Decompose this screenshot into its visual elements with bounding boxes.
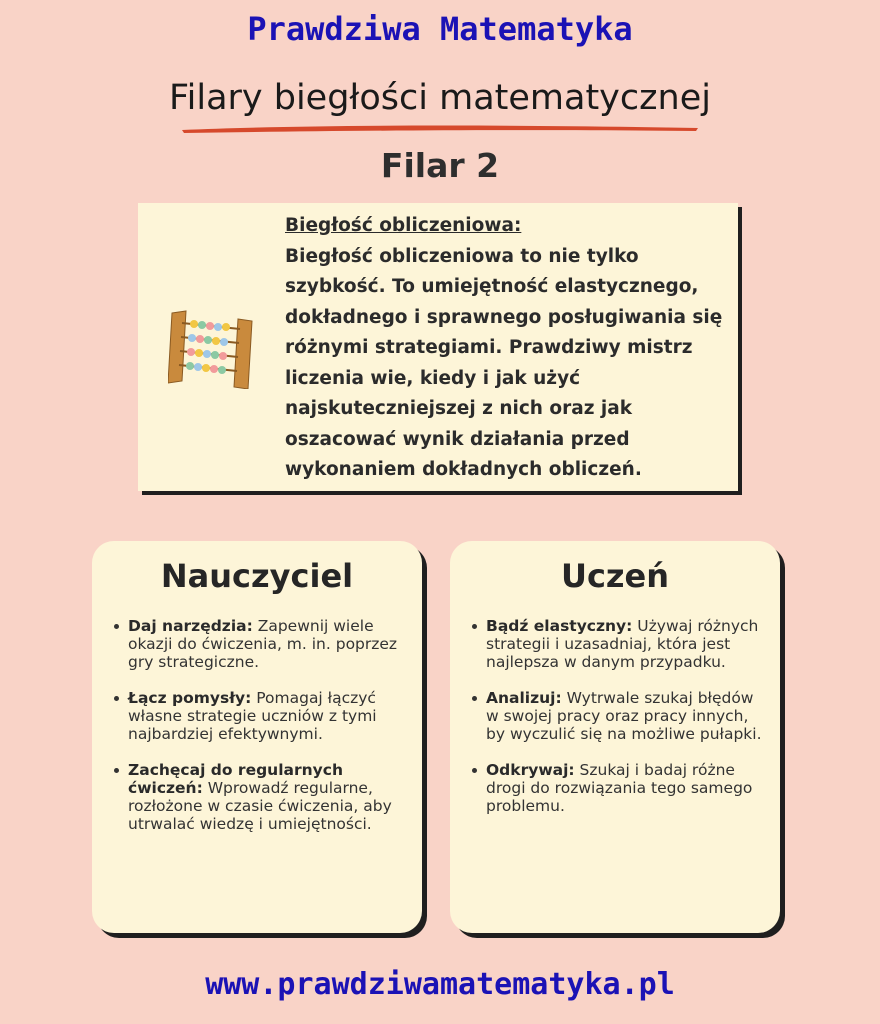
list-item-label: Bądź elastyczny: (486, 617, 633, 635)
page-title: Filary biegłości matematycznej (169, 78, 711, 118)
brand-title: Prawdziwa Matematyka (247, 10, 633, 48)
list-item-label: Odkrywaj: (486, 761, 575, 779)
list-item (128, 761, 410, 833)
pillar-heading: Filar 2 (380, 146, 500, 185)
list-item (128, 689, 410, 743)
website-link[interactable]: www.prawdziwamatematyka.pl (205, 967, 675, 1002)
abacus-icon (168, 309, 254, 389)
definition-body: Biegłość obliczeniowa to nie tylko szybkość. To umiejętność elastycznego, dokładnego i sprawnego posługiwania się różnymi strategiami. Prawdziwy mistrz liczenia wie, kiedy i jak użyć najskuteczniejszej z nich oraz jak oszacować wynik działania przed wykonaniem dokładnych obliczeń. (285, 245, 723, 480)
student-list (450, 617, 780, 833)
list-item-label: Analizuj: (486, 689, 562, 707)
list-item-text: Zapewnij wiele okazji do ćwiczenia, m. in. poprzez gry strategiczne. (128, 617, 398, 671)
student-card-title: Uczeń (560, 557, 670, 595)
list-item-text: Szukaj i badaj różne drogi do rozwiązania tego samego problemu. (486, 761, 753, 815)
list-item-text: Wprowadź regularne, rozłożone w czasie ćwiczenia, aby utrwalać wiedzę i umiejętności. (128, 779, 392, 833)
teacher-card (92, 541, 422, 933)
student-card (450, 541, 780, 933)
definition-heading: Biegłość obliczeniowa: (285, 215, 522, 236)
teacher-list (92, 617, 422, 851)
list-item (486, 761, 768, 815)
list-item (486, 689, 768, 743)
list-item-label: Daj narzędzia: (128, 617, 253, 635)
list-item-label: Łącz pomysły: (128, 689, 252, 707)
list-item (486, 617, 768, 671)
list-item-text: Wytrwale szukaj błędów w swojej pracy oraz pracy innych, by wyczulić się na możliwe pułapki. (486, 689, 762, 743)
list-item (128, 617, 410, 671)
definition-box (138, 203, 738, 491)
title-underline-decoration (180, 122, 700, 136)
list-item-text: Używaj różnych strategii i uzasadniaj, która jest najlepsza w danym przypadku. (486, 617, 759, 671)
list-item-label: Zachęcaj do regularnych ćwiczeń: (128, 761, 343, 797)
list-item-text: Pomagaj łączyć własne strategie uczniów z tymi najbardziej efektywnymi. (128, 689, 377, 743)
definition-text (285, 211, 735, 486)
teacher-card-title: Nauczyciel (160, 557, 354, 595)
